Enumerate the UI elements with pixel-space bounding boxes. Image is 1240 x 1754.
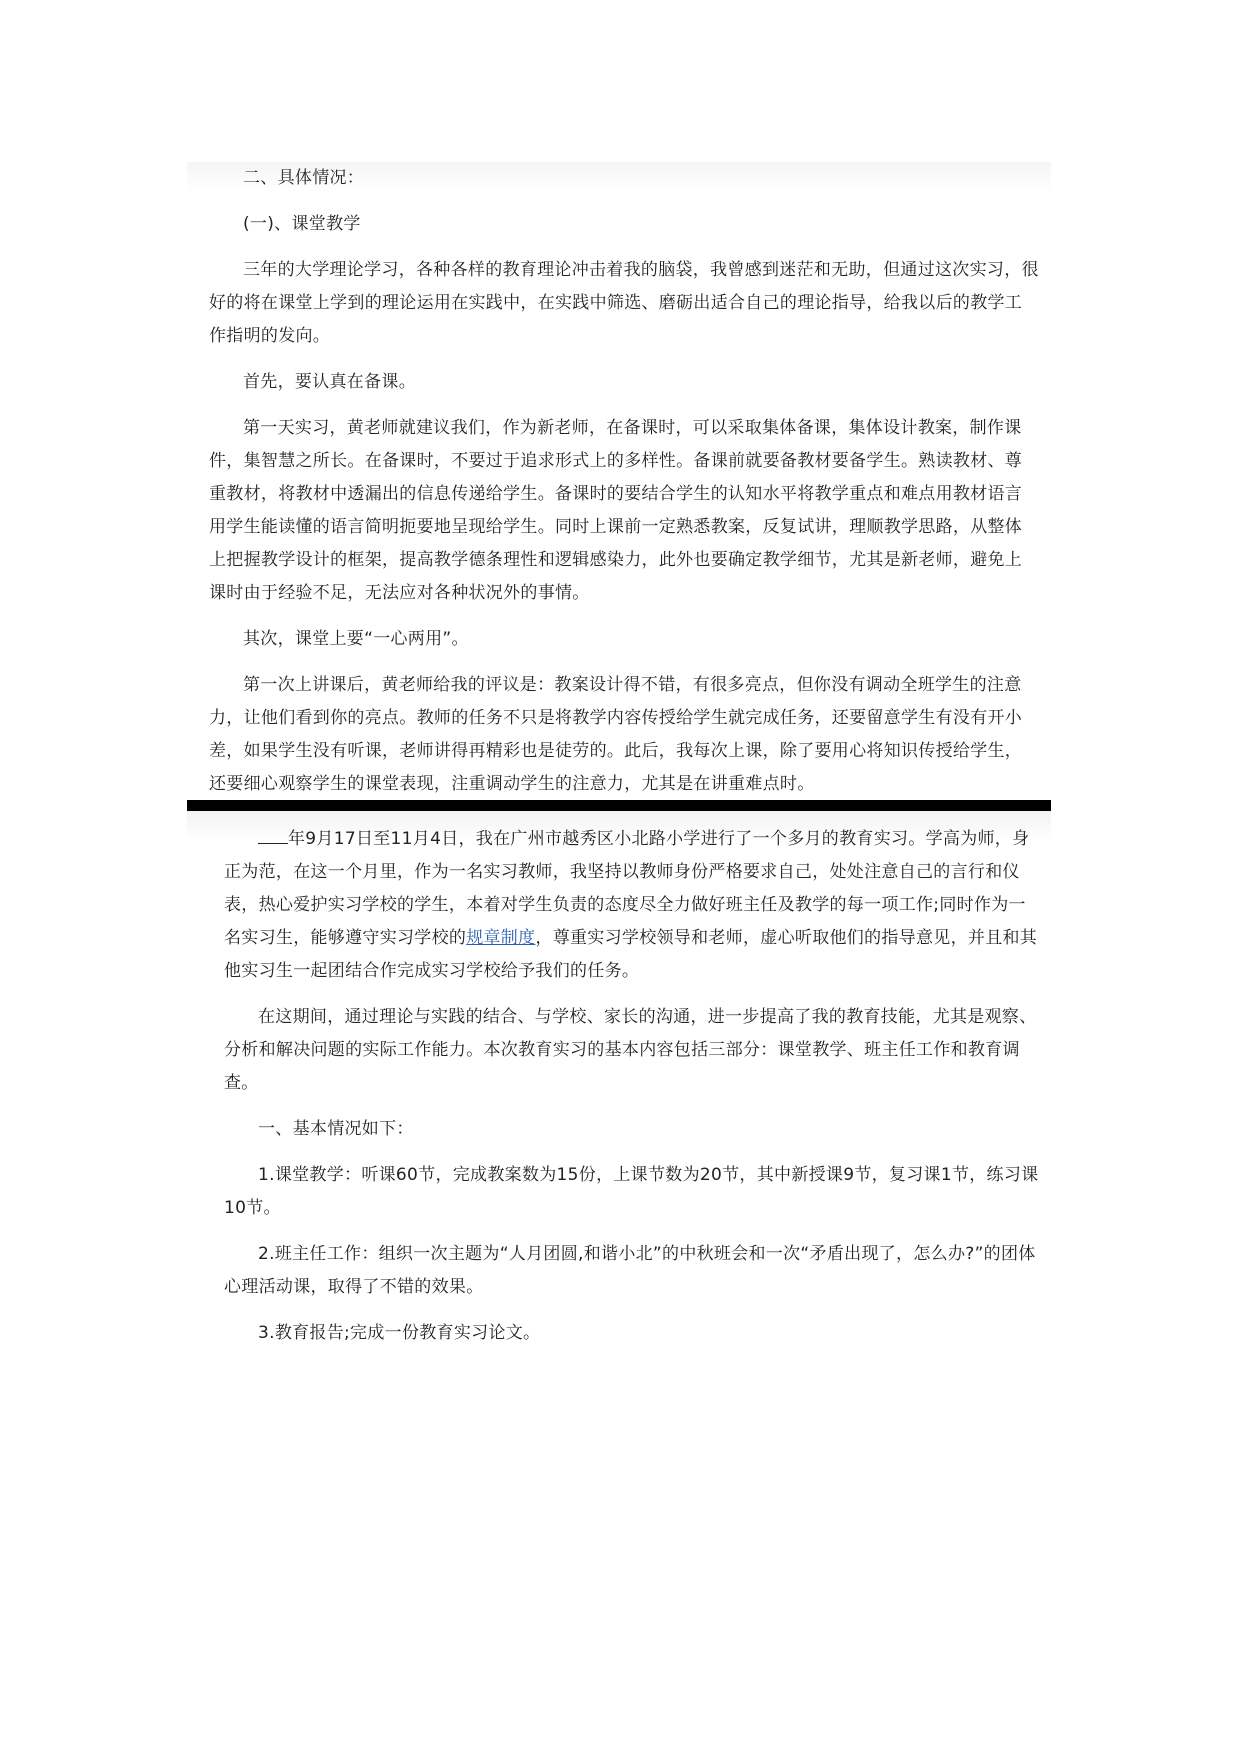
regulations-link[interactable]: 规章制度 bbox=[466, 928, 536, 948]
document-section-overview bbox=[187, 811, 1051, 1351]
document-section-specifics bbox=[187, 162, 1051, 800]
section-heading-basic-info: 一、基本情况如下： bbox=[258, 1119, 414, 1139]
paragraph-intro: 三年的大学理论学习，各种各样的教育理论冲击着我的脑袋，我曾感到迷茫和无助，但通过这次实习，很好的将在课堂上学到的理论运用在实践中，在实践中筛选、磨砺出适合自己的理论指导，给我以后的教学工作指明的发向。 bbox=[209, 260, 1039, 346]
intro-text-part1: 年9月17日至11月4日，我在广州市越秀区小北路小学进行了一个多月的教育实习。学高为师，身正为范，在这一个月里，作为一名实习教师，我坚持以教师身份严格要求自己，处处注意自己的言行和仪表，热心爱护实习学校的学生，本着对学生负责的态度尽全力做好班主任及教学的每一项工作;同时作为一名实习生，能够遵守实习学校的 bbox=[224, 829, 1030, 948]
point-1-body: 第一天实习，黄老师就建议我们，作为新老师，在备课时，可以采取集体备课，集体设计教案，制作课件，集智慧之所长。在备课时，不要过于追求形式上的多样性。备课前就要备教材要备学生。熟读教材、尊重教材，将教材中透漏出的信息传递给学生。备课时的要结合学生的认知水平将教学重点和难点用教材语言用学生能读懂的语言简明扼要地呈现给学生。同时上课前一定熟悉教案，反复试讲，理顺教学思路，从整体上把握教学设计的框架，提高教学德条理性和逻辑感染力，此外也要确定教学细节，尤其是新老师，避免上课时由于经验不足，无法应对各种状况外的事情。 bbox=[209, 418, 1023, 603]
list-item-class-teacher-work: 2.班主任工作：组织一次主题为“人月团圆,和谐小北”的中秋班会和一次“矛盾出现了，怎么办?”的团体心理活动课，取得了不错的效果。 bbox=[224, 1244, 1036, 1297]
intro-text-part2: ，尊重实习学校领导和老师，虚心听取他们的指导意见，并且和其他实习生一起团结合作完成实习学校给予我们的任务。 bbox=[224, 928, 1038, 981]
section-heading-specifics: 二、具体情况： bbox=[243, 168, 365, 188]
page-divider bbox=[187, 800, 1051, 811]
point-2-body: 第一次上讲课后，黄老师给我的评议是：教案设计得不错，有很多亮点，但你没有调动全班学生的注意力，让他们看到你的亮点。教师的任务不只是将教学内容传授给学生就完成任务，还要留意学生有没有开小差，如果学生没有听课，老师讲得再精彩也是徒劳的。此后，我每次上课，除了要用心将知识传授给学生，还要细心观察学生的课堂表现，注重调动学生的注意力，尤其是在讲重难点时。 bbox=[209, 675, 1023, 794]
paragraph-internship-intro bbox=[187, 823, 1051, 988]
list-item-classroom-teaching: 1.课堂教学：听课60节，完成教案数为15份，上课节数为20节，其中新授课9节，复习课1节，练习课10节。 bbox=[224, 1165, 1039, 1218]
point-1-title: 首先，要认真在备课。 bbox=[243, 372, 416, 392]
list-item-education-report: 3.教育报告;完成一份教育实习论文。 bbox=[258, 1323, 541, 1343]
paragraph-period-summary: 在这期间，通过理论与实践的结合、与学校、家长的沟通，进一步提高了我的教育技能，尤其是观察、分析和解决问题的实际工作能力。本次教育实习的基本内容包括三部分：课堂教学、班主任工作和教育调查。 bbox=[224, 1007, 1037, 1093]
year-blank bbox=[258, 827, 288, 844]
subheading-classroom-teaching: (一)、课堂教学 bbox=[243, 214, 361, 234]
point-2-title: 其次，课堂上要“一心两用”。 bbox=[243, 629, 469, 649]
